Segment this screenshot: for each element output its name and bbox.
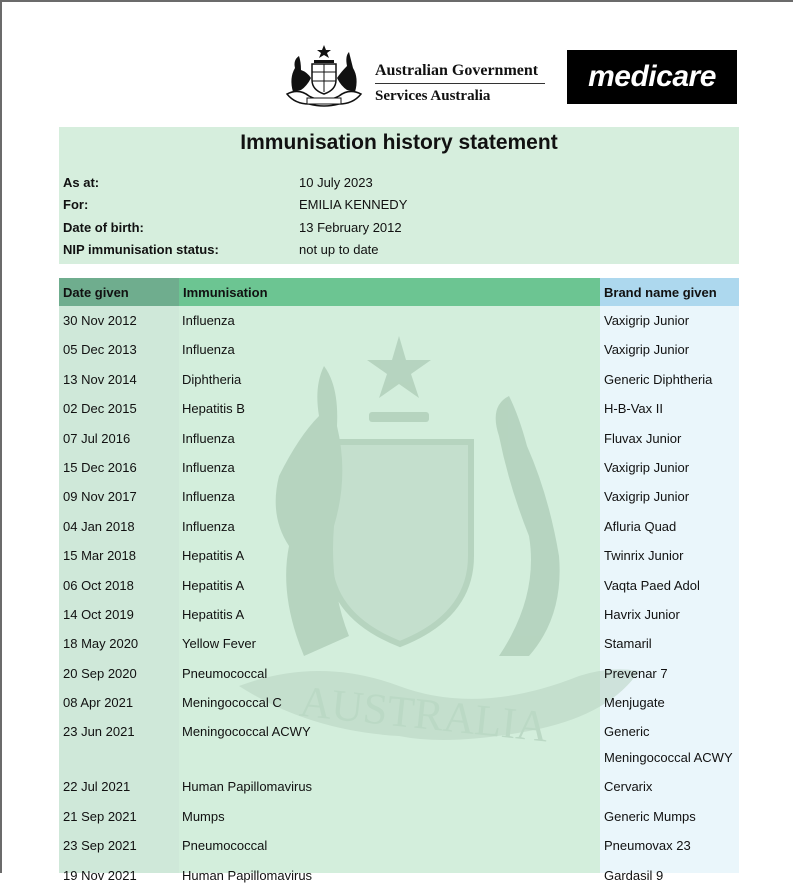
date-given-cell: 02 Dec 2015 [63,401,137,417]
brand-name-cell: Menjugate [604,695,665,711]
brand-name-cell: Vaqta Paed Adol [604,577,700,593]
date-given-cell: 06 Oct 2018 [63,577,134,593]
brand-name-cell: H-B-Vax II [604,401,663,417]
table-row [59,541,739,570]
date-given-cell: 30 Nov 2012 [63,313,137,328]
field-for [63,197,733,217]
column-header-brand: Brand name given [600,278,739,306]
immunisation-cell: Hepatitis B [182,401,245,417]
table-row [59,335,739,364]
field-value: 13 February 2012 [299,220,402,235]
table-row [59,482,739,511]
table-row [59,659,739,688]
date-given-cell: 05 Dec 2013 [63,342,137,358]
date-given-cell: 19 Nov 2021 [63,867,137,883]
agency-name: Services Australia [375,88,491,104]
brand-name-cell: Fluvax Junior [604,430,682,446]
table-row [59,571,739,600]
government-logo [279,42,554,110]
field-label: For: [63,197,89,212]
immunisation-cell: Influenza [182,313,235,328]
brand-name-cell: Vaxigrip Junior [604,313,690,328]
immunisation-cell: Pneumococcal [182,838,268,854]
table-row [59,629,739,658]
brand-name-cell: Vaxigrip Junior [604,342,690,358]
brand-name-cell-continued: Meningococcal ACWY [604,750,733,766]
statement-summary [59,127,739,264]
immunisation-cell: Hepatitis A [182,577,245,593]
date-given-cell: 09 Nov 2017 [63,489,137,505]
immunisation-cell: Hepatitis A [182,606,245,622]
column-header-date: Date given [59,278,179,306]
page-border-left [0,0,2,873]
brand-name-cell: Vaxigrip Junior [604,459,690,475]
column-header-immunisation: Immunisation [179,278,600,306]
date-given-cell: 15 Mar 2018 [63,548,136,564]
immunisation-cell: Influenza [182,489,235,505]
immunisation-cell: Yellow Fever [182,636,256,652]
government-name: Australian Government [375,62,539,79]
date-given-cell: 22 Jul 2021 [63,779,131,795]
date-given-cell: 07 Jul 2016 [63,430,131,446]
date-given-cell: 23 Sep 2021 [63,838,137,854]
immunisation-cell: Pneumococcal [182,665,268,681]
date-given-cell: 13 Nov 2014 [63,371,137,387]
table-row [59,512,739,541]
logo-divider [375,83,545,84]
brand-name-cell: Stamaril [604,636,652,652]
australian-coat-of-arms-icon [279,42,369,110]
watermark-text: AUSTRALIA [297,676,551,752]
table-row [59,600,739,629]
table-body [59,306,739,890]
immunisation-cell: Meningococcal ACWY [182,724,311,740]
immunisation-cell: Human Papillomavirus [182,779,313,795]
field-value: EMILIA KENNEDY [299,197,408,212]
table-row [59,453,739,482]
field-as-at [63,175,733,195]
date-given-cell: 23 Jun 2021 [63,724,135,740]
immunisation-cell: Diphtheria [182,371,242,387]
field-date-of-birth [63,220,733,240]
brand-name-cell: Cervarix [604,779,653,795]
brand-name-cell: Generic Mumps [604,808,696,824]
table-row [59,424,739,453]
immunisation-cell: Influenza [182,518,235,534]
date-given-cell: 18 May 2020 [63,636,139,652]
page-border-top [0,0,793,2]
immunisation-cell: Influenza [182,342,235,358]
table-row [59,365,739,394]
brand-name-cell: Gardasil 9 [604,867,664,883]
statement-title: Immunisation history statement [240,131,558,154]
brand-name-cell: Havrix Junior [604,606,680,622]
table-row [59,772,739,801]
immunisation-cell: Hepatitis A [182,548,245,564]
brand-name-cell: Generic Diphtheria [604,371,713,387]
table-row [59,802,739,831]
brand-name-cell: Generic [604,724,650,740]
medicare-logo: medicare [567,50,737,104]
field-value: not up to date [299,242,379,257]
table-row [59,717,739,772]
field-value: 10 July 2023 [299,175,373,190]
field-label: As at: [63,175,100,190]
immunisation-cell: Human Papillomavirus [182,867,313,883]
date-given-cell: 04 Jan 2018 [63,518,135,534]
brand-name-cell: Pneumovax 23 [604,838,691,854]
immunisation-table [59,278,739,883]
field-nip-status [63,242,733,262]
date-given-cell: 20 Sep 2020 [63,665,137,681]
table-row [59,861,739,890]
date-given-cell: 08 Apr 2021 [63,695,134,711]
field-label: Date of birth: [63,220,144,235]
brand-name-cell: Twinrix Junior [604,548,684,564]
brand-name-cell: Prevenar 7 [604,665,668,681]
brand-name-cell: Afluria Quad [604,518,677,534]
date-given-cell: 14 Oct 2019 [63,606,134,622]
table-row [59,831,739,860]
brand-name-cell: Vaxigrip Junior [604,489,690,505]
immunisation-cell: Influenza [182,430,235,446]
table-row [59,688,739,717]
date-given-cell: 15 Dec 2016 [63,459,137,475]
immunisation-cell: Meningococcal C [182,695,282,711]
table-row [59,394,739,423]
table-row [59,306,739,335]
field-label: NIP immunisation status: [63,242,219,257]
date-given-cell: 21 Sep 2021 [63,808,137,824]
immunisation-cell: Mumps [182,808,225,824]
immunisation-cell: Influenza [182,459,235,475]
